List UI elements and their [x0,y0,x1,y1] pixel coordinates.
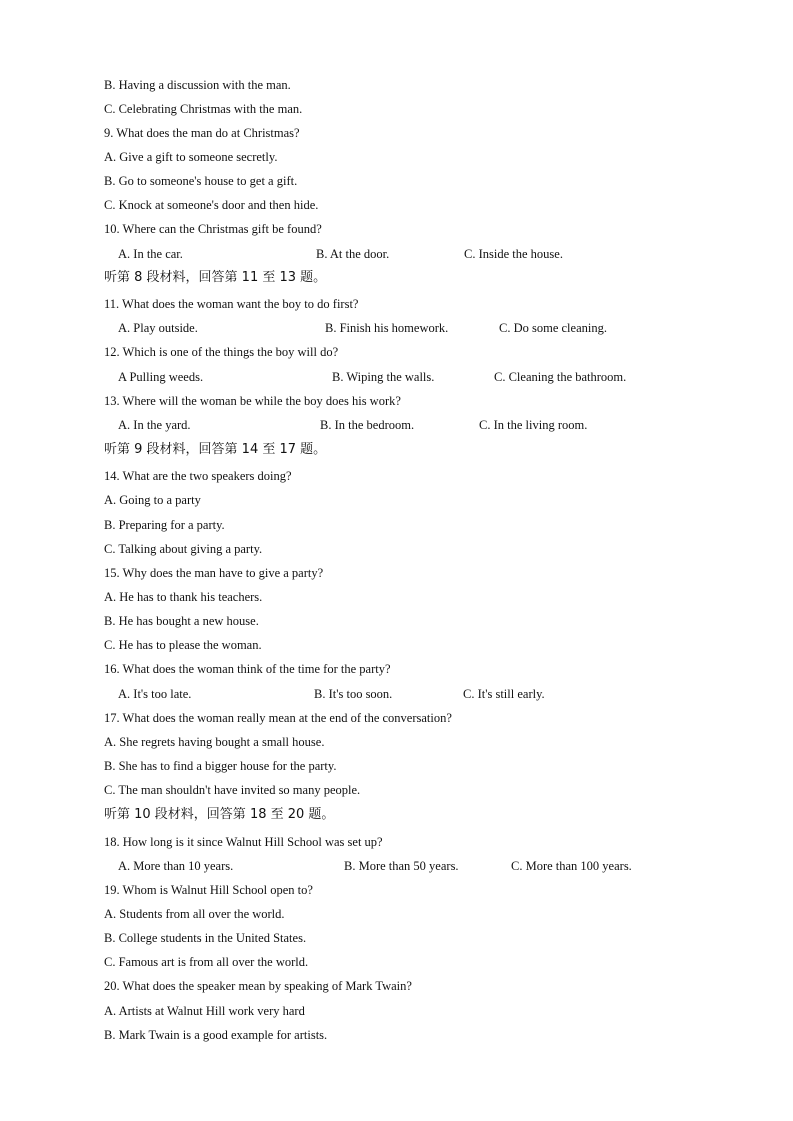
question-13: 13. Where will the woman be while the boy does his work? [104,394,401,408]
option-18a: A. More than 10 years. [118,859,234,873]
question-9: 9. What does the man do at Christmas? [104,126,300,140]
question-11: 11. What does the woman want the boy to do first? [104,297,359,311]
option-17b: B. She has to find a bigger house for the party. [104,759,337,773]
option-13a: A. In the yard. [118,418,191,432]
option-16c: C. It's still early. [463,687,545,701]
option-8c: C. Celebrating Christmas with the man. [104,102,303,116]
option-11a: A. Play outside. [118,321,198,335]
option-20b: B. Mark Twain is a good example for artists. [104,1028,328,1042]
option-13b: B. In the bedroom. [320,418,415,432]
option-17a: A. She regrets having bought a small house. [104,735,325,749]
question-18: 18. How long is it since Walnut Hill School was set up? [104,835,383,849]
option-20a: A. Artists at Walnut Hill work very hard [104,1004,305,1018]
option-9c: C. Knock at someone's door and then hide. [104,198,319,212]
option-8b: B. Having a discussion with the man. [104,78,291,92]
section-heading-9: 听第 9 段材料，回答第 14 至 17 题。 [104,442,327,457]
option-15c: C. He has to please the woman. [104,638,262,652]
option-10c: C. Inside the house. [464,247,563,261]
question-20: 20. What does the speaker mean by speaking of Mark Twain? [104,979,412,993]
option-15b: B. He has bought a new house. [104,614,259,628]
option-13c: C. In the living room. [479,418,588,432]
question-16: 16. What does the woman think of the time for the party? [104,662,391,676]
option-14a: A. Going to a party [104,493,201,507]
option-14b: B. Preparing for a party. [104,518,225,532]
option-18c: C. More than 100 years. [511,859,632,873]
option-14c: C. Talking about giving a party. [104,542,263,556]
option-18b: B. More than 50 years. [344,859,459,873]
option-10b: B. At the door. [316,247,390,261]
question-17: 17. What does the woman really mean at the end of the conversation? [104,711,452,725]
option-19b: B. College students in the United States. [104,931,307,945]
section-heading-8: 听第 8 段材料，回答第 11 至 13 题。 [104,270,327,285]
option-16a: A. It's too late. [118,687,192,701]
option-16b: B. It's too soon. [314,687,393,701]
question-19: 19. Whom is Walnut Hill School open to? [104,883,313,897]
option-19a: A. Students from all over the world. [104,907,285,921]
option-11b: B. Finish his homework. [325,321,449,335]
option-12a: A Pulling weeds. [118,370,204,384]
section-heading-10: 听第 10 段材料，回答第 18 至 20 题。 [104,807,335,822]
option-9a: A. Give a gift to someone secretly. [104,150,278,164]
option-10a: A. In the car. [118,247,183,261]
option-19c: C. Famous art is from all over the world. [104,955,309,969]
option-17c: C. The man shouldn't have invited so many people. [104,783,361,797]
question-14: 14. What are the two speakers doing? [104,469,292,483]
option-15a: A. He has to thank his teachers. [104,590,263,604]
option-11c: C. Do some cleaning. [499,321,607,335]
option-12b: B. Wiping the walls. [332,370,435,384]
question-15: 15. Why does the man have to give a party? [104,566,324,580]
question-12: 12. Which is one of the things the boy will do? [104,345,339,359]
question-10: 10. Where can the Christmas gift be found? [104,222,322,236]
option-12c: C. Cleaning the bathroom. [494,370,627,384]
option-9b: B. Go to someone's house to get a gift. [104,174,298,188]
